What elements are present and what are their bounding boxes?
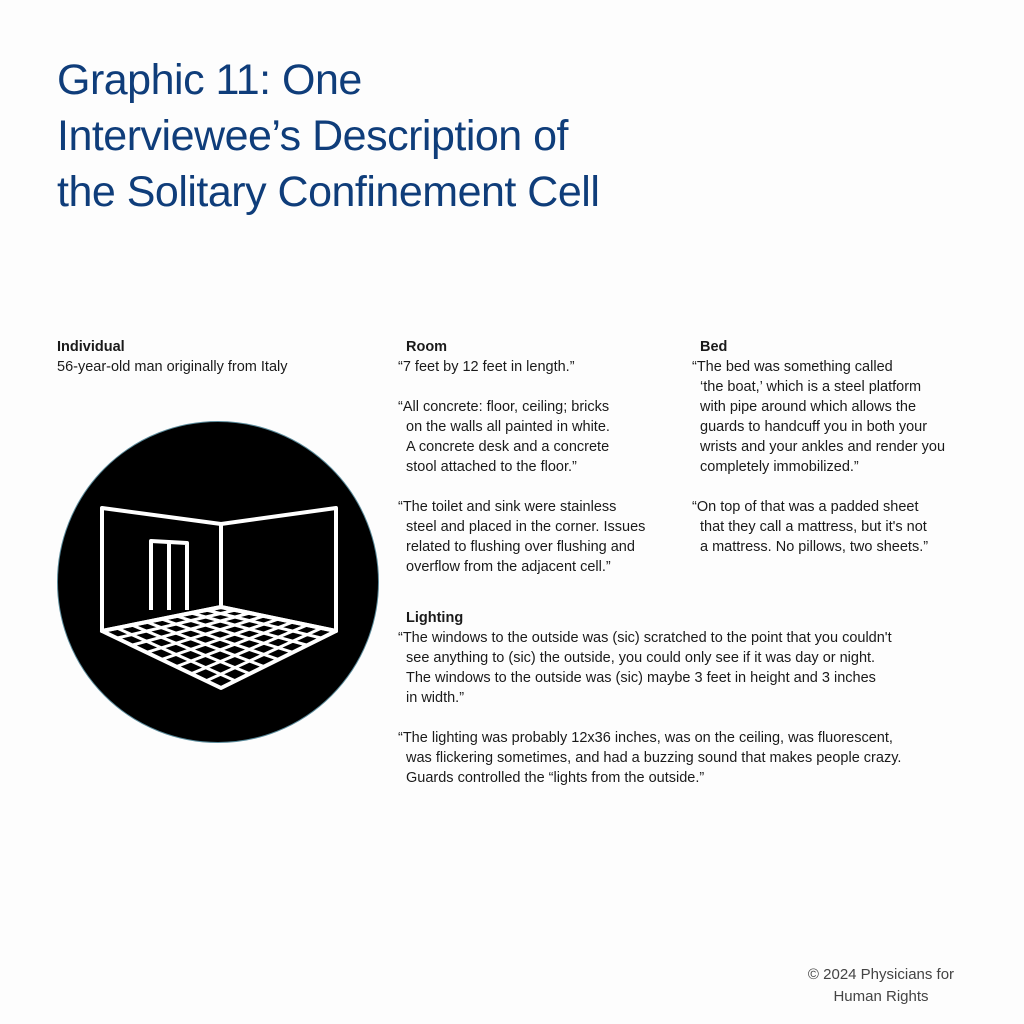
floor-grid-line xyxy=(206,628,322,681)
room-quote-2-line-4: stool attached to the floor.” xyxy=(406,459,577,475)
room-quote-1-line-1: “7 feet by 12 feet in length.” xyxy=(398,359,575,375)
bed-heading: Bed xyxy=(700,339,728,355)
copyright-notice xyxy=(806,964,956,1008)
lighting-section xyxy=(398,608,901,788)
room-quote-2-line-1: “All concrete: floor, ceiling; bricks xyxy=(398,399,610,415)
lighting-quote-1-line-2: see anything to (sic) the outside, you could only see if it was day or night. xyxy=(406,650,876,666)
bed-quote-1-line-3: with pipe around which allows the xyxy=(700,399,917,415)
cell-room-icon xyxy=(58,422,380,744)
lighting-quote-1-line-3: The windows to the outside was (sic) maybe 3 feet in height and 3 inches xyxy=(406,670,876,686)
bed-quote-1-line-1: “The bed was something called xyxy=(692,359,893,375)
lighting-quote-2-line-2: was flickering sometimes, and had a buzzing sound that makes people crazy. xyxy=(406,750,902,766)
bed-quote-1-line-6: completely immobilized.” xyxy=(700,459,859,475)
page-title xyxy=(57,52,677,220)
room-quote-3 xyxy=(398,497,645,577)
copyright-line-2: Human Rights xyxy=(833,988,929,1005)
bed-quote-1-line-5: wrists and your ankles and render you xyxy=(700,439,946,455)
room-quote-3-line-3: related to flushing over flushing and xyxy=(406,539,635,555)
lighting-quote-1 xyxy=(398,628,901,708)
bed-quote-1-line-4: guards to handcuff you in both your xyxy=(700,419,928,435)
copyright-line-1: © 2024 Physicians for xyxy=(807,966,955,983)
bed-section xyxy=(692,337,945,557)
bed-quote-2-line-2: that they call a mattress, but it's not xyxy=(700,519,927,535)
individual-text: 56-year-old man originally from Italy xyxy=(57,359,288,375)
room-quote-3-line-4: overflow from the adjacent cell.” xyxy=(406,559,611,575)
room-quote-1 xyxy=(398,357,645,377)
room-section xyxy=(398,337,645,577)
cell-illustration xyxy=(57,421,379,743)
room-heading: Room xyxy=(406,339,448,355)
lighting-quote-2 xyxy=(398,728,901,788)
bed-quote-2-line-3: a mattress. No pillows, two sheets.” xyxy=(700,539,929,555)
room-quote-2 xyxy=(398,397,645,477)
lighting-heading: Lighting xyxy=(406,610,464,626)
title-line-1: Graphic 11: One xyxy=(57,56,362,104)
title-line-3: the Solitary Confinement Cell xyxy=(57,168,600,216)
room-quote-3-line-1: “The toilet and sink were stainless xyxy=(398,499,617,515)
title-line-2: Interviewee’s Description of xyxy=(57,112,569,160)
individual-heading: Individual xyxy=(57,339,125,355)
room-quote-3-line-2: steel and placed in the corner. Issues xyxy=(406,519,646,535)
individual-section xyxy=(57,337,287,377)
lighting-quote-1-line-4: in width.” xyxy=(406,690,465,706)
bed-quote-2-line-1: “On top of that was a padded sheet xyxy=(692,499,919,515)
room-quote-2-line-2: on the walls all painted in white. xyxy=(406,419,610,435)
bed-quote-2 xyxy=(692,497,945,557)
bed-quote-1-line-2: ‘the boat,’ which is a steel platform xyxy=(700,379,922,395)
room-quote-2-line-3: A concrete desk and a concrete xyxy=(406,439,610,455)
lighting-quote-1-line-1: “The windows to the outside was (sic) scratched to the point that you couldn't xyxy=(398,630,892,646)
lighting-quote-2-line-1: “The lighting was probably 12x36 inches, was on the ceiling, was fluorescent, xyxy=(398,730,893,746)
bed-quote-1 xyxy=(692,357,945,477)
lighting-quote-2-line-3: Guards controlled the “lights from the outside.” xyxy=(406,770,705,786)
